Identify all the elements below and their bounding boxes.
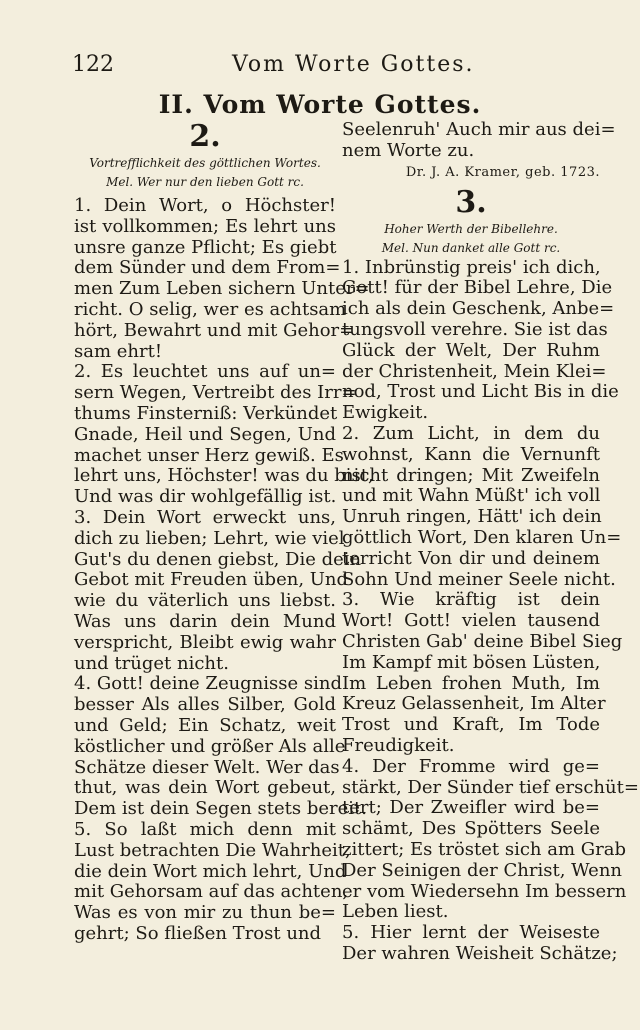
verse-line: Wort! Gott! vielen tausend [342,610,600,632]
verse-line: tungsvoll verehre. Sie ist das [342,318,608,340]
verse-line: stärkt, Der Sünder tief erschüt= [342,776,639,798]
section-title: II. Vom Worte Gottes. [158,90,482,119]
verse-line: göttlich Wort, Den klaren Un= [342,526,622,548]
verse-line: 3. Dein Wort erweckt uns, [74,506,336,528]
verse-line: sam ehrt! [74,340,163,362]
hymn-attribution: Dr. J. A. Kramer, geb. 1723. [405,164,600,180]
running-head: Vom Worte Gottes. [232,52,475,77]
verse-line: 3. Wie kräftig ist dein [342,589,600,611]
verse-line: er vom Wiedersehn Im bessern [342,880,627,902]
verse-line: 4. Gott! deine Zeugnisse sind [74,673,343,695]
verse-line: die dein Wort mich lehrt, Und [74,860,347,882]
verse-line: Lust betrachten Die Wahrheit, [74,839,351,861]
verse-line: nem Worte zu. [342,139,475,161]
verse-line: mit Gehorsam auf das achten, [74,881,349,903]
verse-line: terricht Von dir und deinem [342,547,600,569]
verse-line: Leben liest. [342,901,449,923]
verse-line: hört, Bewahrt und mit Gehor= [74,319,355,341]
verse-line: Ewigkeit. [342,402,429,424]
verse-line: Und was dir wohlgefällig ist. [74,486,337,508]
page-number: 122 [72,52,114,77]
verse-line: Freudigkeit. [342,734,455,756]
verse-line: Kreuz Gelassenheit, Im Alter [342,693,606,715]
verse-line: sern Wegen, Vertreibt des Irr= [74,382,357,404]
verse-line: 2. Es leuchtet uns auf un= [74,361,336,383]
verse-line: Der wahren Weisheit Schätze; [342,942,618,964]
hymn-melody: Mel. Wer nur den lieben Gott rc. [106,175,304,189]
left-column [74,119,374,945]
verse-line: und mit Wahn Müßt' ich voll [342,485,601,507]
hymn-subtitle: Vortrefflichkeit des göttlichen Wortes. [89,156,321,170]
hymn-text [342,256,639,965]
verse-line: nicht dringen; Mit Zweifeln [342,464,600,486]
verse-line: besser Als alles Silber, Gold [74,694,336,716]
verse-line: nod, Trost und Licht Bis in die [342,381,619,403]
hymn-subtitle: Hoher Werth der Bibellehre. [384,221,558,236]
verse-line: Trost und Kraft, Im Tode [342,714,600,736]
verse-line: 1. Inbrünstig preis' ich dich, [342,256,601,278]
verse-line: Gebot mit Freuden üben, Und [74,569,349,591]
verse-line: Was uns darin dein Mund [74,610,336,632]
verse-line: ist vollkommen; Es lehrt uns [74,215,336,237]
verse-line: und Geld; Ein Schatz, weit [74,714,336,736]
verse-line: dich zu lieben; Lehrt, wie viel [74,527,345,549]
verse-line: Seelenruh' Auch mir aus dei= [342,119,616,140]
verse-line: verspricht, Bleibt ewig wahr [74,631,336,653]
page-header [72,52,592,82]
verse-line: und trüget nicht. [74,652,229,674]
verse-line: Dem ist dein Segen stets bereit. [74,798,368,820]
verse-line: Schätze dieser Welt. Wer das [74,756,340,778]
verse-line: Sohn Und meiner Seele nicht. [342,568,616,590]
verse-line: 5. So laßt mich denn mit [74,818,336,840]
verse-line: Gnade, Heil und Segen, Und [74,423,336,445]
verse-line: unsre ganze Pflicht; Es giebt [74,236,337,258]
verse-line: schämt, Des Spötters Seele [342,818,600,840]
verse-line: richt. O selig, wer es achtsam [74,298,347,320]
hymn-text-continued [342,119,616,162]
verse-line: thut, was dein Wort gebeut, [74,777,336,799]
verse-line: tert; Der Zweifler wird be= [342,797,600,819]
verse-line: Gott! für der Bibel Lehre, Die [342,277,613,299]
verse-line: 1. Dein Wort, o Höchster! [74,195,336,216]
verse-line: Im Kampf mit bösen Lüsten, [342,651,601,673]
verse-line: thums Finsterniß: Verkündet [74,402,338,424]
verse-line: köstlicher und größer Als alle [74,735,346,757]
verse-line: wohnst, Kann die Vernunft [342,443,600,465]
verse-line: gehrt; So fließen Trost und [74,922,322,944]
verse-line: Glück der Welt, Der Ruhm [342,339,600,361]
verse-line: Was es von mir zu thun be= [74,902,336,924]
verse-line: 4. Der Fromme wird ge= [342,755,600,777]
verse-line: lehrt uns, Höchster! was du bist, [74,465,374,487]
hymn-number: 3. [455,184,487,220]
verse-line: Unruh ringen, Hätt' ich dein [342,506,602,528]
verse-line: Der Seinigen der Christ, Wenn [342,859,623,881]
hymn-text [74,195,374,945]
verse-line: men Zum Leben sichern Unter= [74,278,370,300]
verse-line: Gut's du denen giebst, Die dein [74,548,362,570]
right-column [342,119,639,965]
verse-line: der Christenheit, Mein Klei= [342,360,607,382]
verse-line: 5. Hier lernt der Weiseste [342,922,600,944]
hymn-melody: Mel. Nun danket alle Gott rc. [381,240,561,255]
verse-line: wie du väterlich uns liebst. [74,590,336,612]
verse-line: Christen Gab' deine Bibel Sieg [342,630,623,652]
verse-line: 2. Zum Licht, in dem du [342,422,600,444]
verse-line: machet unser Herz gewiß. Es [74,444,344,466]
verse-line: Im Leben frohen Muth, Im [342,672,600,694]
verse-line: zittert; Es tröstet sich am Grab [342,838,626,860]
verse-line: dem Sünder und dem From= [74,257,341,279]
verse-line: ich als dein Geschenk, Anbe= [342,298,615,320]
hymn-number: 2. [189,119,221,154]
